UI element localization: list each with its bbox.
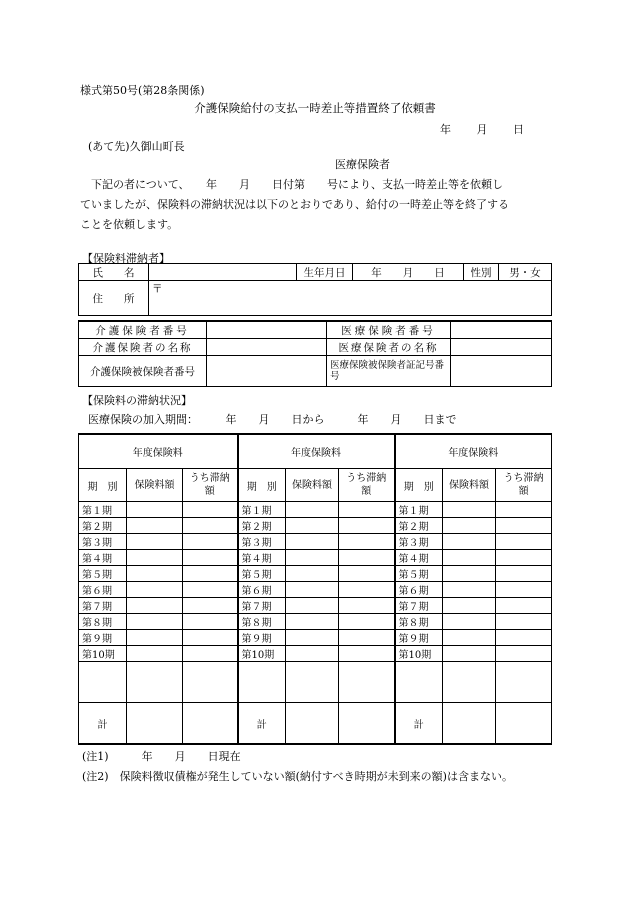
blank-arrears-cell[interactable] xyxy=(496,662,552,703)
arrears-cell[interactable] xyxy=(339,502,395,518)
arrears-cell[interactable] xyxy=(339,566,395,582)
fiscal-year-header: 年度保険料 xyxy=(395,434,552,469)
period-label: 第６期 xyxy=(395,582,443,598)
arrears-cell[interactable] xyxy=(183,518,238,534)
arrears-column-header: うち滞納額 xyxy=(183,469,238,502)
amount-cell[interactable] xyxy=(127,630,183,646)
period-label: 第２期 xyxy=(79,518,127,534)
arrears-cell[interactable] xyxy=(496,566,552,582)
period-label: 第１期 xyxy=(395,502,443,518)
section-title-delinquent: 【保険料滞納者】 xyxy=(82,252,170,265)
arrears-column-header: うち滞納額 xyxy=(496,469,552,502)
body-line-3: ことを依頼します。 xyxy=(80,218,179,231)
total-arrears-cell[interactable] xyxy=(496,703,552,745)
amount-cell[interactable] xyxy=(127,646,183,662)
amount-cell[interactable] xyxy=(443,630,496,646)
amount-cell[interactable] xyxy=(127,502,183,518)
arrears-cell[interactable] xyxy=(496,518,552,534)
address-label: 住 所 xyxy=(79,281,149,316)
date-day: 日 xyxy=(513,123,524,136)
name-value[interactable] xyxy=(149,264,297,281)
amount-cell[interactable] xyxy=(127,582,183,598)
total-label: 計 xyxy=(238,703,286,745)
period-label: 第７期 xyxy=(395,598,443,614)
birth-label: 生年月日 xyxy=(297,264,353,281)
arrears-cell[interactable] xyxy=(183,502,238,518)
period-label: 第６期 xyxy=(238,582,286,598)
period-label: 第９期 xyxy=(395,630,443,646)
amount-cell[interactable] xyxy=(286,550,339,566)
note-1: (注1) 年 月 日現在 xyxy=(82,750,241,763)
amount-cell[interactable] xyxy=(443,502,496,518)
total-arrears-cell[interactable] xyxy=(183,703,238,745)
arrears-cell[interactable] xyxy=(183,598,238,614)
amount-cell[interactable] xyxy=(443,614,496,630)
arrears-cell[interactable] xyxy=(339,646,395,662)
blank-amount-cell[interactable] xyxy=(443,662,496,703)
period-column-header: 期 別 xyxy=(395,469,443,502)
recipient: (あて先)久御山町長 xyxy=(88,140,185,153)
arrears-cell[interactable] xyxy=(183,534,238,550)
amount-column-header: 保険料額 xyxy=(443,469,496,502)
medical-insurer-name-label: 医療保険者の名称 xyxy=(327,339,451,356)
postal-mark: 〒 xyxy=(152,283,163,295)
amount-cell[interactable] xyxy=(286,518,339,534)
amount-cell[interactable] xyxy=(286,566,339,582)
period-label: 第５期 xyxy=(238,566,286,582)
period-label: 第４期 xyxy=(238,550,286,566)
amount-cell[interactable] xyxy=(443,566,496,582)
care-insurer-name-label: 介護保険者の名称 xyxy=(79,339,207,356)
amount-cell[interactable] xyxy=(127,598,183,614)
total-arrears-cell[interactable] xyxy=(339,703,395,745)
name-label: 氏 名 xyxy=(79,264,149,281)
amount-cell[interactable] xyxy=(443,550,496,566)
arrears-cell[interactable] xyxy=(183,582,238,598)
period-label: 第５期 xyxy=(395,566,443,582)
period-column-header: 期 別 xyxy=(238,469,286,502)
amount-cell[interactable] xyxy=(127,566,183,582)
arrears-cell[interactable] xyxy=(496,582,552,598)
period-label: 第３期 xyxy=(395,534,443,550)
gender-value[interactable]: 男・女 xyxy=(499,264,552,281)
period-label: 第４期 xyxy=(79,550,127,566)
arrears-cell[interactable] xyxy=(339,534,395,550)
form-number: 様式第50号(第28条関係) xyxy=(80,84,205,97)
total-amount-cell[interactable] xyxy=(286,703,339,745)
total-label: 計 xyxy=(79,703,127,745)
amount-cell[interactable] xyxy=(443,646,496,662)
blank-arrears-cell[interactable] xyxy=(339,662,395,703)
arrears-cell[interactable] xyxy=(183,566,238,582)
period-label: 第３期 xyxy=(238,534,286,550)
period-label: 第８期 xyxy=(395,614,443,630)
medical-insurer-number-value[interactable] xyxy=(451,321,552,339)
amount-cell[interactable] xyxy=(286,582,339,598)
gender-label: 性別 xyxy=(464,264,499,281)
arrears-cell[interactable] xyxy=(339,582,395,598)
amount-cell[interactable] xyxy=(286,534,339,550)
period-label: 第８期 xyxy=(79,614,127,630)
body-line-1: 下記の者について、 年 月 日付第 号により、支払一時差止等を依頼し xyxy=(91,178,504,191)
insurer-table xyxy=(78,320,552,387)
address-value[interactable] xyxy=(149,281,552,316)
blank-period-cell[interactable] xyxy=(395,662,443,703)
arrears-cell[interactable] xyxy=(183,630,238,646)
period-label: 第１期 xyxy=(238,502,286,518)
arrears-cell[interactable] xyxy=(339,614,395,630)
arrears-cell[interactable] xyxy=(496,598,552,614)
arrears-cell[interactable] xyxy=(339,598,395,614)
amount-column-header: 保険料額 xyxy=(286,469,339,502)
period-label: 第10期 xyxy=(79,646,127,662)
date-month: 月 xyxy=(476,123,488,136)
arrears-cell[interactable] xyxy=(496,614,552,630)
period-column-header: 期 別 xyxy=(79,469,127,502)
amount-cell[interactable] xyxy=(443,598,496,614)
body-line-2: ていましたが、保険料の滞納状況は以下のとおりであり、給付の一時差止等を終了する xyxy=(80,198,509,211)
fiscal-year-header: 年度保険料 xyxy=(238,434,395,469)
amount-cell[interactable] xyxy=(127,534,183,550)
arrears-cell[interactable] xyxy=(496,550,552,566)
birth-value[interactable]: 年 月 日 xyxy=(353,264,464,281)
amount-cell[interactable] xyxy=(286,646,339,662)
amount-cell[interactable] xyxy=(443,518,496,534)
period-label: 第７期 xyxy=(79,598,127,614)
care-insurer-number-label: 介護保険者番号 xyxy=(79,321,207,339)
care-insured-number-value[interactable] xyxy=(207,356,327,387)
period-label: 第９期 xyxy=(238,630,286,646)
period-label: 第10期 xyxy=(395,646,443,662)
arrears-cell[interactable] xyxy=(339,550,395,566)
period-label: 第７期 xyxy=(238,598,286,614)
arrears-cell[interactable] xyxy=(496,502,552,518)
amount-cell[interactable] xyxy=(127,614,183,630)
document-date xyxy=(440,121,524,137)
blank-period-cell[interactable] xyxy=(79,662,127,703)
period-label: 第３期 xyxy=(79,534,127,550)
medical-insurer-name-value[interactable] xyxy=(451,339,552,356)
amount-cell[interactable] xyxy=(443,534,496,550)
amount-column-header: 保険料額 xyxy=(127,469,183,502)
amount-cell[interactable] xyxy=(127,550,183,566)
blank-period-cell[interactable] xyxy=(238,662,286,703)
arrears-cell[interactable] xyxy=(183,646,238,662)
medical-insurer-number-label: 医療保険者番号 xyxy=(327,321,451,339)
enrollment-period: 医療保険の加入期間： 年 月 日から 年 月 日まで xyxy=(88,413,457,426)
care-insurer-number-value[interactable] xyxy=(207,321,327,339)
person-table xyxy=(78,263,552,316)
amount-cell[interactable] xyxy=(286,614,339,630)
note-2: (注2) 保険料徴収債権が発生していない額(納付すべき時期が未到来の額)は含まない。 xyxy=(82,770,513,783)
period-label: 第６期 xyxy=(79,582,127,598)
body-text xyxy=(80,175,550,235)
period-label: 第10期 xyxy=(238,646,286,662)
amount-cell[interactable] xyxy=(286,598,339,614)
arrears-cell[interactable] xyxy=(496,630,552,646)
period-label: 第２期 xyxy=(238,518,286,534)
period-label: 第２期 xyxy=(395,518,443,534)
amount-cell[interactable] xyxy=(443,582,496,598)
amount-cell[interactable] xyxy=(127,518,183,534)
period-label: 第１期 xyxy=(79,502,127,518)
arrears-cell[interactable] xyxy=(339,518,395,534)
medical-insured-number-label: 医療保険被保険者証記号番号 xyxy=(327,356,451,387)
total-label: 計 xyxy=(395,703,443,745)
arrears-cell[interactable] xyxy=(496,534,552,550)
date-year: 年 xyxy=(440,123,451,136)
period-label: 第９期 xyxy=(79,630,127,646)
arrears-column-header: うち滞納額 xyxy=(339,469,395,502)
section-title-arrears: 【保険料の滞納状況】 xyxy=(82,394,192,407)
arrears-cell[interactable] xyxy=(496,646,552,662)
care-insurer-name-value[interactable] xyxy=(207,339,327,356)
period-label: 第５期 xyxy=(79,566,127,582)
document-title: 介護保険給付の支払一時差止等措置終了依頼書 xyxy=(194,101,436,115)
total-amount-cell[interactable] xyxy=(127,703,183,745)
period-label: 第８期 xyxy=(238,614,286,630)
blank-arrears-cell[interactable] xyxy=(183,662,238,703)
arrears-table xyxy=(78,433,552,745)
care-insured-number-label: 介護保険被保険者番号 xyxy=(79,356,207,387)
arrears-cell[interactable] xyxy=(339,630,395,646)
arrears-cell[interactable] xyxy=(183,614,238,630)
insurer-label: 医療保険者 xyxy=(335,158,390,171)
medical-insured-number-value[interactable] xyxy=(451,356,552,387)
blank-amount-cell[interactable] xyxy=(286,662,339,703)
total-amount-cell[interactable] xyxy=(443,703,496,745)
blank-amount-cell[interactable] xyxy=(127,662,183,703)
amount-cell[interactable] xyxy=(286,630,339,646)
arrears-cell[interactable] xyxy=(183,550,238,566)
fiscal-year-header: 年度保険料 xyxy=(79,434,238,469)
amount-cell[interactable] xyxy=(286,502,339,518)
period-label: 第４期 xyxy=(395,550,443,566)
